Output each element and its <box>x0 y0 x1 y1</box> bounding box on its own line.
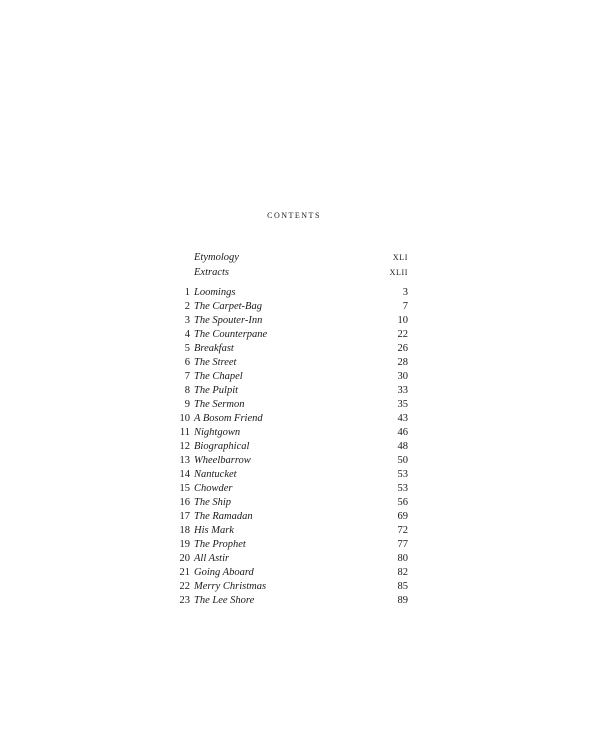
chapter-number: 23 <box>179 595 190 606</box>
page-number: 85 <box>397 581 408 592</box>
chapter-entry <box>172 356 408 370</box>
chapter-entry <box>172 510 408 524</box>
chapter-number: 19 <box>179 539 190 550</box>
page-number: 80 <box>397 553 408 564</box>
chapter-entry <box>172 328 408 342</box>
chapter-entry <box>172 370 408 384</box>
chapter-entry <box>172 454 408 468</box>
page-number: XLI <box>392 253 408 262</box>
page-number: 53 <box>397 469 408 480</box>
chapter-number: 11 <box>179 427 190 438</box>
chapter-title: Breakfast <box>194 343 234 354</box>
chapter-title: All Astir <box>194 553 230 564</box>
chapter-number: 4 <box>184 329 190 340</box>
page-number: 89 <box>397 595 408 606</box>
page-number: 50 <box>397 455 408 466</box>
chapter-title: Going Aboard <box>194 567 254 578</box>
chapter-entry <box>172 398 408 412</box>
chapter-title: The Chapel <box>194 371 243 382</box>
page-number: 53 <box>397 483 408 494</box>
front-matter-entry <box>172 251 408 266</box>
page-number: 33 <box>397 385 408 396</box>
chapter-entry <box>172 314 408 328</box>
chapter-title: The Spouter-Inn <box>194 315 263 326</box>
chapter-entry <box>172 286 408 300</box>
chapter-entry <box>172 300 408 314</box>
chapter-title: Loomings <box>194 287 236 298</box>
chapter-title: The Carpet-Bag <box>194 301 262 312</box>
page-number: 35 <box>397 399 408 410</box>
page-number: 30 <box>397 371 408 382</box>
chapter-title: The Lee Shore <box>194 595 255 606</box>
front-matter-title: Extracts <box>194 266 229 278</box>
page-number: 28 <box>397 357 408 368</box>
chapter-number: 18 <box>179 525 190 536</box>
chapter-entry <box>172 580 408 594</box>
chapter-number: 17 <box>179 511 190 522</box>
page-number: 69 <box>397 511 408 522</box>
chapter-number: 8 <box>184 385 190 396</box>
chapter-entry <box>172 538 408 552</box>
front-matter-entry <box>172 266 408 281</box>
chapter-number: 21 <box>179 567 190 578</box>
page-number: 7 <box>402 301 408 312</box>
chapter-number: 5 <box>184 343 190 354</box>
chapter-title: Nantucket <box>194 469 237 480</box>
chapter-number: 12 <box>179 441 190 452</box>
chapter-number: 15 <box>179 483 190 494</box>
page-number: 72 <box>397 525 408 536</box>
chapter-title: Merry Christmas <box>194 581 267 592</box>
chapter-number: 1 <box>184 287 190 298</box>
chapter-title: The Street <box>194 357 237 368</box>
front-matter-title: Etymology <box>194 252 239 263</box>
chapter-title: The Sermon <box>194 399 245 410</box>
chapter-number: 20 <box>179 553 190 564</box>
chapter-title: His Mark <box>194 525 234 536</box>
chapter-entry <box>172 468 408 482</box>
chapter-number: 16 <box>179 497 190 508</box>
chapter-title: The Counterpane <box>194 329 268 340</box>
chapter-title: Chowder <box>194 483 233 494</box>
chapter-title: Biographical <box>194 441 250 452</box>
chapter-number: 14 <box>179 469 190 480</box>
chapter-number: 6 <box>184 357 190 368</box>
page-number: 56 <box>397 497 408 508</box>
page-number: 3 <box>402 287 408 298</box>
page-number: 48 <box>397 441 408 452</box>
chapter-title: The Prophet <box>194 539 246 550</box>
chapter-number: 9 <box>184 399 190 410</box>
chapter-entry <box>172 426 408 440</box>
page-number: 77 <box>397 539 408 550</box>
page-number: 43 <box>397 413 408 424</box>
chapter-entry <box>172 384 408 398</box>
chapter-entry <box>172 496 408 510</box>
page-number: 26 <box>397 343 408 354</box>
chapter-entry <box>172 552 408 566</box>
chapter-entry <box>172 594 408 608</box>
chapter-number: 7 <box>184 371 190 382</box>
chapter-title: The Ramadan <box>194 511 253 522</box>
page-number: 22 <box>397 329 408 340</box>
chapter-entry <box>172 342 408 356</box>
chapter-entry <box>172 440 408 454</box>
chapter-title: The Pulpit <box>194 385 239 396</box>
chapter-number: 22 <box>179 581 190 592</box>
chapter-entry <box>172 482 408 496</box>
chapter-number: 3 <box>184 315 190 326</box>
page-number: 82 <box>397 567 408 578</box>
chapter-title: Wheelbarrow <box>194 455 251 466</box>
chapter-entry <box>172 412 408 426</box>
page-number: XLII <box>389 267 408 277</box>
chapter-title: A Bosom Friend <box>194 413 263 424</box>
chapter-number: 2 <box>184 301 190 312</box>
chapter-number: 13 <box>179 455 190 466</box>
chapter-entry <box>172 566 408 580</box>
chapter-title: Nightgown <box>194 427 241 438</box>
chapter-title: The Ship <box>194 497 232 508</box>
page-number: 46 <box>397 427 408 438</box>
chapter-entry <box>172 524 408 538</box>
chapter-number: 10 <box>179 413 190 424</box>
table-of-contents <box>172 251 408 608</box>
page-number: 10 <box>397 315 408 326</box>
contents-heading: contents <box>267 209 321 221</box>
